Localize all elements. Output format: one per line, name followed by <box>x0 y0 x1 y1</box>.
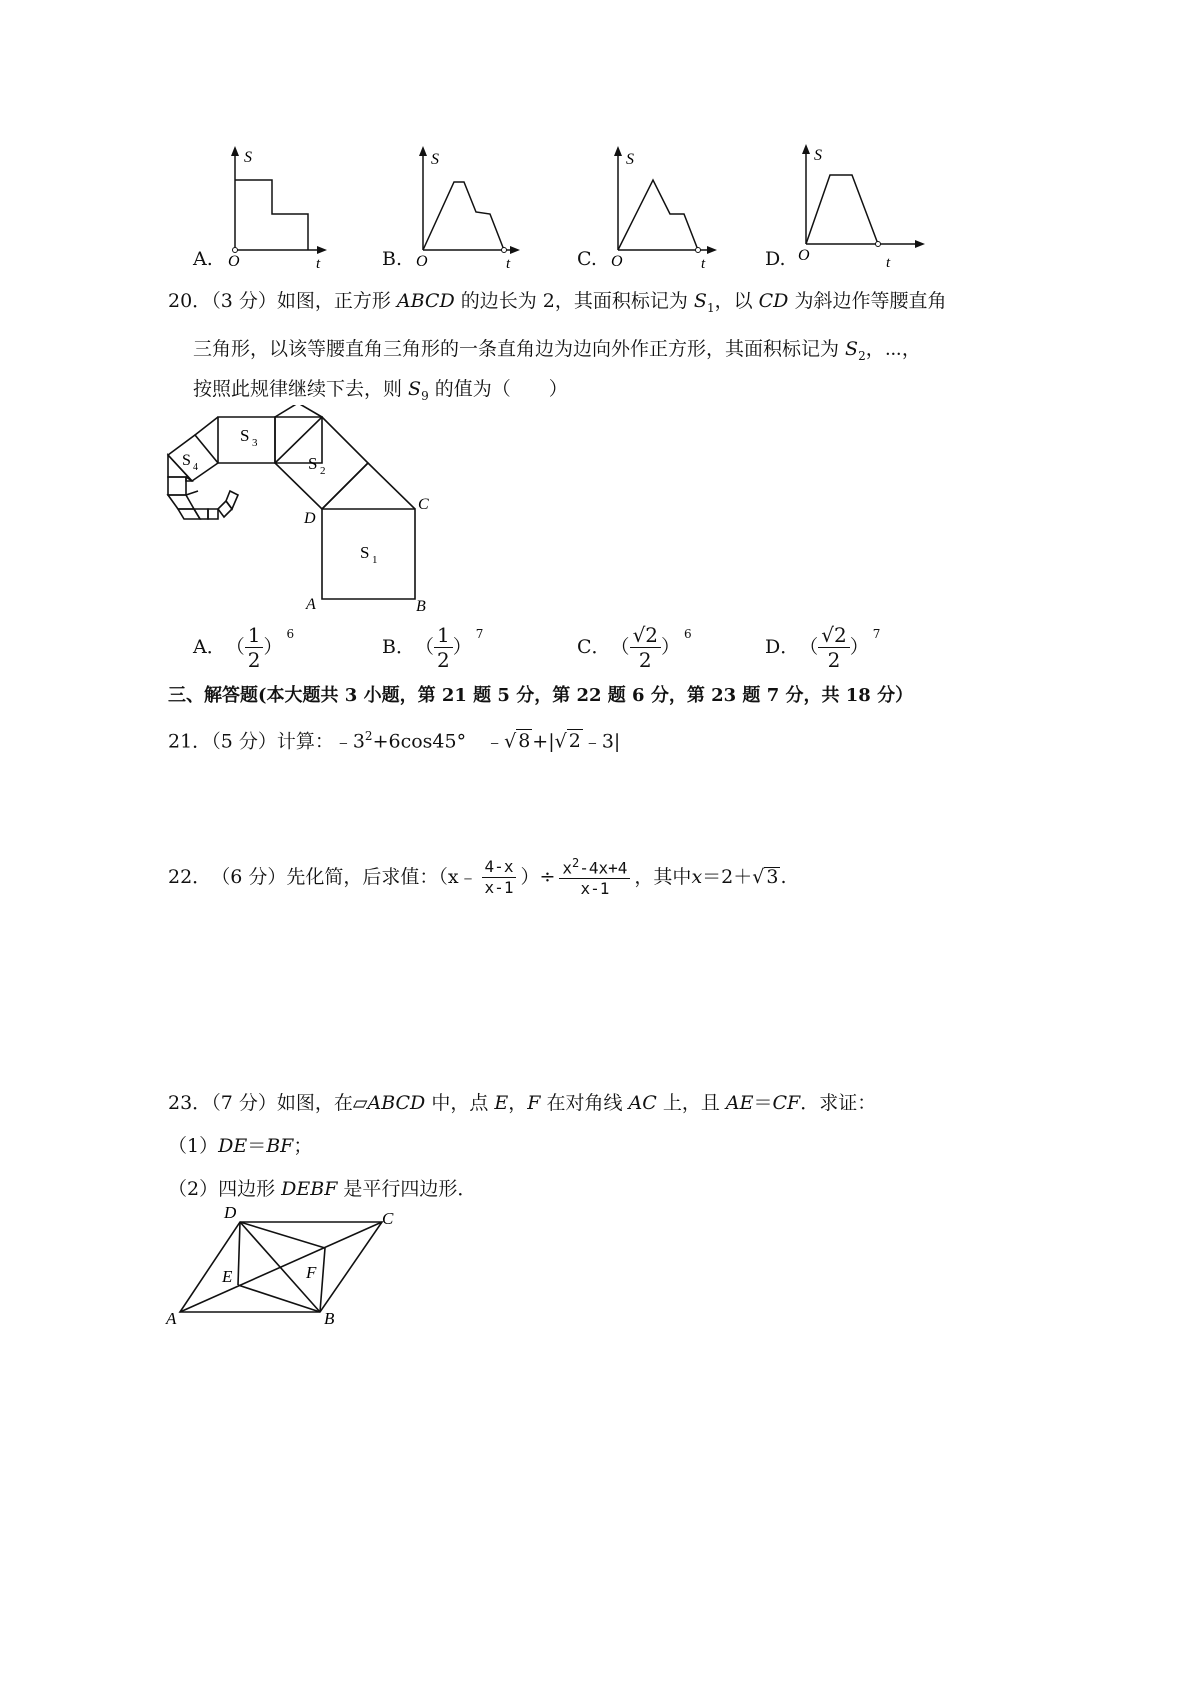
q23-figure <box>160 1200 410 1335</box>
q20-option-b: B． （ $\frac{1}{2}$ ） $^7$ <box>382 622 484 672</box>
svg-text:1: 1 <box>372 554 378 566</box>
q22-line: 22． （6 分） 先化简，后求值：（x﹣ $\frac{4-x}{x-1}$ ）÷ $\frac{x^2-4x+4}{x-1}$ ，其中 x ＝2＋ √ 3 . <box>168 855 787 899</box>
svg-text:S: S <box>308 454 318 473</box>
q20-line2: 三角形，以该等腰直角三角形的一条直角边为边向外作正方形，其面积标记为 $S_2$，⋯， <box>193 338 921 363</box>
svg-text:D: D <box>304 510 316 527</box>
s-t-graph-d <box>790 140 950 275</box>
q19-graph-c <box>598 140 758 275</box>
svg-text:S: S <box>626 151 634 168</box>
s-t-graph-c <box>598 140 758 275</box>
svg-text:A: A <box>306 596 316 613</box>
q20-line1: 20．（3 分）如图，正方形 ABCD 的边长为 2，其面积标记为 $S_1$，以 CD 为斜边作等腰直角 <box>168 290 947 315</box>
svg-text:S: S <box>182 452 191 469</box>
q23-part2: （2）四边形 DEBF 是平行四边形． <box>168 1178 477 1200</box>
q20-line3: 按照此规律继续下去，则 $S_9$ 的值为（ ） <box>193 378 568 403</box>
svg-text:A: A <box>166 1309 177 1328</box>
svg-text:C: C <box>382 1209 394 1228</box>
svg-text:O: O <box>228 253 240 270</box>
svg-text:S: S <box>431 151 439 168</box>
svg-text:E: E <box>222 1267 233 1286</box>
q19-option-a-letter: A. <box>193 248 213 270</box>
q23-part1: （1）DE＝BF； <box>168 1135 313 1157</box>
q20-option-a: A． （ $\frac{1}{2}$ ） $^6$ <box>193 622 295 672</box>
svg-text:C: C <box>418 496 429 513</box>
s-label: S <box>244 149 252 166</box>
svg-text:S: S <box>360 543 370 562</box>
svg-text:4: 4 <box>193 462 198 473</box>
svg-text:S: S <box>814 147 822 164</box>
q19-option-b-letter: B. <box>382 248 403 270</box>
q21-line: 21．（5 分）计算：$﹣3^2+6\cos 45^\circ$ ﹣√ 8 +|√ 2 ﹣3| <box>168 729 621 753</box>
s-t-graph-a <box>190 140 350 275</box>
sqrt-symbol: √ <box>504 730 517 753</box>
svg-text:D: D <box>224 1203 237 1222</box>
svg-text:O: O <box>611 253 623 270</box>
svg-text:S: S <box>240 426 250 445</box>
s-t-graph-b <box>398 140 558 275</box>
svg-text:F: F <box>306 1263 317 1282</box>
q23-line1: 23．（7 分）如图，在▱ABCD 中，点 E，F 在对角线 AC 上，且 AE＝CF．求证： <box>168 1092 877 1114</box>
q19-graph-d <box>790 140 950 275</box>
section-3-heading: 三、解答题(本大题共 3 小题，第 21 题 5 分，第 22 题 6 分，第 23 题 7 分，共 18 分） <box>168 685 914 706</box>
svg-text:B: B <box>324 1309 335 1328</box>
q19-graph-b <box>398 140 558 275</box>
q19-option-d-letter: D. <box>765 248 786 270</box>
q19-option-c-letter: C. <box>577 248 597 270</box>
svg-text:O: O <box>798 247 810 264</box>
svg-text:t: t <box>701 256 706 272</box>
parallelogram-diagram <box>160 1200 410 1335</box>
q20-option-c: C． （ $\frac{√2}{2}$ ） $^6$ <box>577 622 692 672</box>
svg-text:2: 2 <box>320 465 326 477</box>
svg-text:3: 3 <box>252 437 258 449</box>
svg-text:t: t <box>886 255 891 271</box>
svg-text:t: t <box>506 256 511 272</box>
q20-option-d: D． （ $\frac{√2}{2}$ ） $^7$ <box>765 622 881 672</box>
square-spiral-diagram <box>160 405 460 615</box>
q20-figure <box>160 405 460 615</box>
q19-graph-a <box>190 140 350 275</box>
svg-text:O: O <box>416 253 428 270</box>
svg-text:t: t <box>316 256 321 272</box>
svg-text:B: B <box>416 598 426 615</box>
